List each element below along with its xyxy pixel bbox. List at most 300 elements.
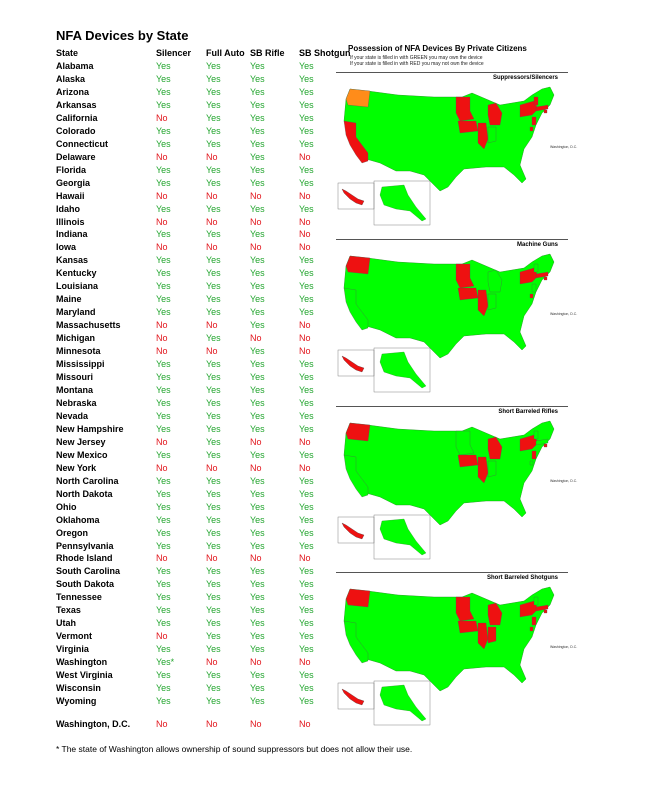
state-washington (346, 423, 370, 441)
silencer-value: Yes (156, 449, 171, 460)
table-row (56, 411, 346, 424)
sb-shotgun-value: No (299, 229, 311, 240)
silencer-value: No (156, 719, 168, 729)
map-panel (336, 406, 578, 567)
sb-shotgun-value: No (299, 346, 311, 357)
state-alaska (380, 352, 426, 388)
state-name: Illinois (56, 216, 85, 227)
state-vermont (534, 597, 538, 605)
table-row (56, 502, 346, 515)
full-auto-value: Yes (206, 61, 221, 71)
maps-subtitle-red: If your state is filled in with RED you may not own the device (350, 61, 484, 67)
table-row (56, 489, 346, 502)
table-row (56, 333, 346, 346)
state-name: Kentucky (56, 268, 97, 279)
state-alaska (380, 685, 426, 721)
sb-shotgun-value: Yes (299, 307, 314, 318)
table-row (56, 566, 346, 579)
us-map (336, 583, 568, 731)
full-auto-value: No (206, 151, 218, 162)
state-washington (346, 589, 370, 607)
full-auto-value: No (206, 242, 218, 253)
sb-shotgun-value: Yes (299, 294, 314, 305)
full-auto-value: No (206, 190, 218, 201)
sb-rifle-value: Yes (250, 683, 265, 694)
full-auto-value: Yes (206, 86, 221, 97)
sb-rifle-value: Yes (250, 112, 265, 123)
state-name: Colorado (56, 125, 96, 136)
state-delaware (530, 461, 533, 465)
sb-shotgun-value: No (299, 242, 311, 253)
table-row (56, 268, 346, 281)
state-name: Minnesota (56, 346, 101, 357)
table-row (56, 476, 346, 489)
sb-shotgun-value: Yes (299, 397, 314, 408)
sb-shotgun-value: Yes (299, 410, 314, 421)
silencer-value: Yes (156, 164, 171, 175)
state-name: Indiana (56, 229, 88, 240)
silencer-value: Yes (156, 255, 171, 266)
sb-shotgun-value: Yes (299, 514, 314, 525)
silencer-value: Yes (156, 592, 171, 603)
silencer-value: Yes (156, 696, 171, 707)
silencer-value: No (156, 553, 168, 564)
silencer-value: No (156, 346, 168, 357)
header-silencer: Silencer (156, 48, 192, 58)
full-auto-value: Yes (206, 501, 221, 512)
full-auto-value: Yes (206, 359, 221, 370)
silencer-value: No (156, 333, 168, 344)
sb-rifle-value: Yes (250, 410, 265, 421)
full-auto-value: Yes (206, 683, 221, 694)
sb-shotgun-value: Yes (299, 203, 314, 214)
sb-shotgun-value: Yes (299, 644, 314, 655)
state-name: Kansas (56, 255, 89, 266)
hawaii-inset-frame (338, 683, 374, 709)
map-panel-label: Short Barreled Rifles (498, 409, 558, 415)
table-row (56, 450, 346, 463)
state-name: Massachusetts (56, 320, 121, 331)
sb-shotgun-value: Yes (299, 449, 314, 460)
sb-shotgun-value: No (299, 553, 311, 564)
sb-rifle-value: Yes (250, 73, 265, 84)
full-auto-value: Yes (206, 449, 221, 460)
state-name: Alabama (56, 61, 94, 71)
silencer-value: Yes (156, 229, 171, 240)
header-sb-rifle: SB Rifle (250, 48, 285, 58)
state-vermont (534, 431, 538, 439)
table-row (56, 126, 346, 139)
silencer-value: No (156, 112, 168, 123)
sb-rifle-value: Yes (250, 125, 265, 136)
state-name: Georgia (56, 177, 91, 188)
silencer-value: No (156, 216, 168, 227)
state-name: California (56, 112, 98, 123)
state-name: Oregon (56, 527, 89, 538)
sb-shotgun-value: Yes (299, 696, 314, 707)
full-auto-value: Yes (206, 164, 221, 175)
sb-shotgun-value: No (299, 462, 311, 473)
full-auto-value: Yes (206, 138, 221, 149)
table-row (56, 204, 346, 217)
table-row (56, 100, 346, 113)
sb-rifle-value: Yes (250, 385, 265, 395)
table-row (56, 372, 346, 385)
state-name: North Carolina (56, 475, 119, 486)
sb-shotgun-value: Yes (299, 125, 314, 136)
sb-rifle-value: Yes (250, 359, 265, 370)
sb-rifle-value: Yes (250, 592, 265, 603)
full-auto-value: No (206, 216, 218, 227)
full-auto-value: Yes (206, 436, 221, 447)
sb-shotgun-value: Yes (299, 423, 314, 434)
silencer-value: No (156, 436, 168, 447)
state-name: Montana (56, 385, 93, 395)
map-panel (336, 72, 578, 233)
state-name: Arizona (56, 86, 90, 97)
sb-rifle-value: Yes (250, 527, 265, 538)
state-new-jersey (532, 617, 536, 625)
table-row (56, 605, 346, 618)
state-alaska (380, 185, 426, 221)
dc-label: Washington, D.C. (550, 145, 578, 149)
sb-rifle-value: Yes (250, 281, 265, 292)
sb-shotgun-value: No (299, 190, 311, 201)
full-auto-value: No (206, 719, 218, 729)
state-iowa (458, 621, 478, 633)
state-name: Rhode Island (56, 553, 113, 564)
state-name: Virginia (56, 644, 89, 655)
silencer-value: Yes (156, 514, 171, 525)
state-name: Maryland (56, 307, 96, 318)
sb-rifle-value: Yes (250, 138, 265, 149)
sb-shotgun-value: Yes (299, 683, 314, 694)
state-vermont (534, 264, 538, 272)
state-name: Iowa (56, 242, 77, 253)
table-row (56, 320, 346, 333)
full-auto-value: Yes (206, 618, 221, 629)
silencer-value: No (156, 190, 168, 201)
full-auto-value: Yes (206, 540, 221, 551)
table-row (56, 242, 346, 255)
map-panel (336, 239, 578, 400)
sb-rifle-value: Yes (250, 268, 265, 279)
table-row (56, 61, 346, 74)
sb-rifle-value: Yes (250, 501, 265, 512)
table-row (56, 113, 346, 126)
silencer-value: Yes (156, 203, 171, 214)
table-row (56, 657, 346, 670)
sb-rifle-value: No (250, 657, 262, 668)
state-name: Idaho (56, 203, 80, 214)
table-row (56, 670, 346, 683)
state-alaska (380, 519, 426, 555)
sb-rifle-value: No (250, 242, 262, 253)
sb-rifle-value: Yes (250, 397, 265, 408)
table-row (56, 139, 346, 152)
state-name: Arkansas (56, 99, 97, 110)
silencer-value: Yes (156, 501, 171, 512)
us-mainland-shape (344, 254, 554, 358)
state-hawaii (342, 523, 364, 539)
state-indiana (488, 127, 496, 143)
state-name: New Mexico (56, 449, 108, 460)
sb-shotgun-value: Yes (299, 540, 314, 551)
table-row (56, 398, 346, 411)
table-row (56, 165, 346, 178)
state-name: New Jersey (56, 436, 106, 447)
sb-shotgun-value: Yes (299, 501, 314, 512)
sb-rifle-value: Yes (250, 644, 265, 655)
sb-shotgun-value: Yes (299, 670, 314, 681)
full-auto-value: Yes (206, 385, 221, 395)
sb-rifle-value: Yes (250, 696, 265, 707)
sb-rifle-value: Yes (250, 61, 265, 71)
table-row (56, 618, 346, 631)
us-map (336, 417, 568, 565)
state-name: Texas (56, 605, 81, 616)
maps-subtitle-green: If your state is filled in with GREEN you may own the device (350, 55, 483, 61)
silencer-value: Yes (156, 307, 171, 318)
state-name: Pennsylvania (56, 540, 114, 551)
sb-shotgun-value: No (299, 151, 311, 162)
us-mainland-shape (344, 587, 554, 691)
full-auto-value: Yes (206, 566, 221, 577)
sb-rifle-value: Yes (250, 605, 265, 616)
silencer-value: Yes (156, 527, 171, 538)
table-row (56, 229, 346, 242)
state-name: Missouri (56, 372, 94, 383)
sb-rifle-value: No (250, 719, 262, 729)
silencer-value: Yes (156, 410, 171, 421)
full-auto-value: Yes (206, 281, 221, 292)
sb-rifle-value: Yes (250, 320, 265, 331)
sb-rifle-value: Yes (250, 631, 265, 642)
silencer-value: Yes (156, 385, 171, 395)
sb-rifle-value: Yes (250, 99, 265, 110)
silencer-value: Yes (156, 423, 171, 434)
sb-rifle-value: No (250, 216, 262, 227)
state-iowa (458, 288, 478, 300)
hawaii-inset-frame (338, 350, 374, 376)
state-name: Ohio (56, 501, 77, 512)
state-name: Florida (56, 164, 87, 175)
sb-shotgun-value: No (299, 216, 311, 227)
full-auto-value: Yes (206, 333, 221, 344)
silencer-value: Yes (156, 605, 171, 616)
state-hawaii (342, 189, 364, 205)
state-vermont (534, 97, 538, 105)
state-hawaii (342, 356, 364, 372)
state-name: Delaware (56, 151, 96, 162)
table-row (56, 255, 346, 268)
table-row (56, 553, 346, 566)
full-auto-value: Yes (206, 229, 221, 240)
full-auto-value: Yes (206, 203, 221, 214)
sb-rifle-value: No (250, 553, 262, 564)
sb-rifle-value: Yes (250, 618, 265, 629)
sb-shotgun-value: No (299, 320, 311, 331)
state-name: Vermont (56, 631, 93, 642)
full-auto-value: Yes (206, 592, 221, 603)
silencer-value: Yes (156, 397, 171, 408)
sb-shotgun-value: Yes (299, 255, 314, 266)
silencer-value: Yes (156, 683, 171, 694)
sb-shotgun-value: Yes (299, 605, 314, 616)
silencer-value: No (156, 242, 168, 253)
sb-rifle-value: Yes (250, 540, 265, 551)
table-row (56, 683, 346, 696)
maps-title: Possession of NFA Devices By Private Citizens (348, 44, 527, 53)
state-rhode-island (544, 277, 547, 280)
sb-shotgun-value: Yes (299, 579, 314, 590)
silencer-value: Yes* (156, 657, 175, 668)
full-auto-value: No (206, 553, 218, 564)
full-auto-value: Yes (206, 644, 221, 655)
state-delaware (530, 294, 533, 298)
state-delaware (530, 627, 533, 631)
page-title: NFA Devices by State (56, 28, 189, 43)
state-name: Tennessee (56, 592, 102, 603)
sb-rifle-value: Yes (250, 423, 265, 434)
sb-shotgun-value: Yes (299, 527, 314, 538)
sb-rifle-value: Yes (250, 294, 265, 305)
state-hawaii (342, 689, 364, 705)
state-name: North Dakota (56, 488, 113, 499)
state-name: Utah (56, 618, 76, 629)
full-auto-value: Yes (206, 605, 221, 616)
full-auto-value: Yes (206, 397, 221, 408)
state-name: New Hampshire (56, 423, 124, 434)
state-name: Wyoming (56, 696, 97, 707)
sb-rifle-value: Yes (250, 86, 265, 97)
state-name: South Dakota (56, 579, 115, 590)
table-row-dc (56, 719, 346, 732)
map-panel-label: Short Barreled Shotguns (486, 575, 558, 581)
table-row (56, 515, 346, 528)
hawaii-inset-frame (338, 183, 374, 209)
sb-rifle-value: Yes (250, 372, 265, 383)
state-washington (346, 256, 370, 274)
sb-shotgun-value: Yes (299, 112, 314, 123)
dc-label: Washington, D.C. (550, 479, 578, 483)
table-row (56, 424, 346, 437)
silencer-value: Yes (156, 475, 171, 486)
state-name: Washington (56, 657, 108, 668)
table-row (56, 696, 346, 709)
full-auto-value: Yes (206, 488, 221, 499)
state-name: South Carolina (56, 566, 121, 577)
map-panel-label: Machine Guns (516, 242, 558, 248)
full-auto-value: Yes (206, 255, 221, 266)
sb-shotgun-value: Yes (299, 475, 314, 486)
sb-rifle-value: Yes (250, 177, 265, 188)
sb-shotgun-value: Yes (299, 372, 314, 383)
silencer-value: Yes (156, 372, 171, 383)
table-row (56, 528, 346, 541)
state-delaware (530, 127, 533, 131)
state-indiana (488, 627, 496, 643)
header-full-auto: Full Auto (206, 48, 245, 58)
full-auto-value: Yes (206, 372, 221, 383)
sb-shotgun-value: Yes (299, 164, 314, 175)
sb-shotgun-value: Yes (299, 631, 314, 642)
state-new-jersey (532, 117, 536, 125)
full-auto-value: Yes (206, 527, 221, 538)
full-auto-value: Yes (206, 410, 221, 421)
table-row (56, 385, 346, 398)
header-state: State (56, 48, 79, 58)
full-auto-value: Yes (206, 307, 221, 318)
hawaii-inset-frame (338, 517, 374, 543)
sb-rifle-value: No (250, 436, 262, 447)
table-row (56, 631, 346, 644)
sb-rifle-value: No (250, 462, 262, 473)
state-name: Alaska (56, 73, 86, 84)
table-row (56, 437, 346, 450)
state-new-jersey (532, 284, 536, 292)
map-panel-label: Suppressors/Silencers (492, 75, 558, 81)
table-row (56, 178, 346, 191)
sb-rifle-value: Yes (250, 151, 265, 162)
state-name: Nebraska (56, 397, 97, 408)
table-row (56, 281, 346, 294)
sb-rifle-value: Yes (250, 449, 265, 460)
silencer-value: Yes (156, 566, 171, 577)
full-auto-value: Yes (206, 112, 221, 123)
silencer-value: No (156, 151, 168, 162)
state-name: Maine (56, 294, 82, 305)
silencer-value: Yes (156, 359, 171, 370)
table-row (56, 579, 346, 592)
silencer-value: Yes (156, 268, 171, 279)
table-row (56, 152, 346, 165)
state-name: Michigan (56, 333, 96, 344)
state-iowa (458, 455, 478, 467)
table-row (56, 346, 346, 359)
sb-rifle-value: No (250, 190, 262, 201)
state-new-jersey (532, 451, 536, 459)
sb-rifle-value: Yes (250, 514, 265, 525)
silencer-value: Yes (156, 294, 171, 305)
sb-rifle-value: Yes (250, 164, 265, 175)
sb-rifle-value: Yes (250, 670, 265, 681)
sb-shotgun-value: Yes (299, 268, 314, 279)
table-row (56, 541, 346, 554)
state-name: Louisiana (56, 281, 99, 292)
full-auto-value: Yes (206, 125, 221, 136)
silencer-value: Yes (156, 488, 171, 499)
table-row (56, 359, 346, 372)
sb-shotgun-value: Yes (299, 385, 314, 395)
state-name: Mississippi (56, 359, 105, 370)
full-auto-value: Yes (206, 423, 221, 434)
silencer-value: Yes (156, 281, 171, 292)
sb-rifle-value: No (250, 333, 262, 344)
table-row (56, 463, 346, 476)
silencer-value: Yes (156, 540, 171, 551)
sb-rifle-value: Yes (250, 203, 265, 214)
silencer-value: No (156, 631, 168, 642)
state-washington (346, 89, 370, 107)
silencer-value: Yes (156, 177, 171, 188)
full-auto-value: Yes (206, 294, 221, 305)
full-auto-value: Yes (206, 475, 221, 486)
state-name: Connecticut (56, 138, 109, 149)
silencer-value: No (156, 320, 168, 331)
sb-rifle-value: Yes (250, 488, 265, 499)
table-row (56, 217, 346, 230)
